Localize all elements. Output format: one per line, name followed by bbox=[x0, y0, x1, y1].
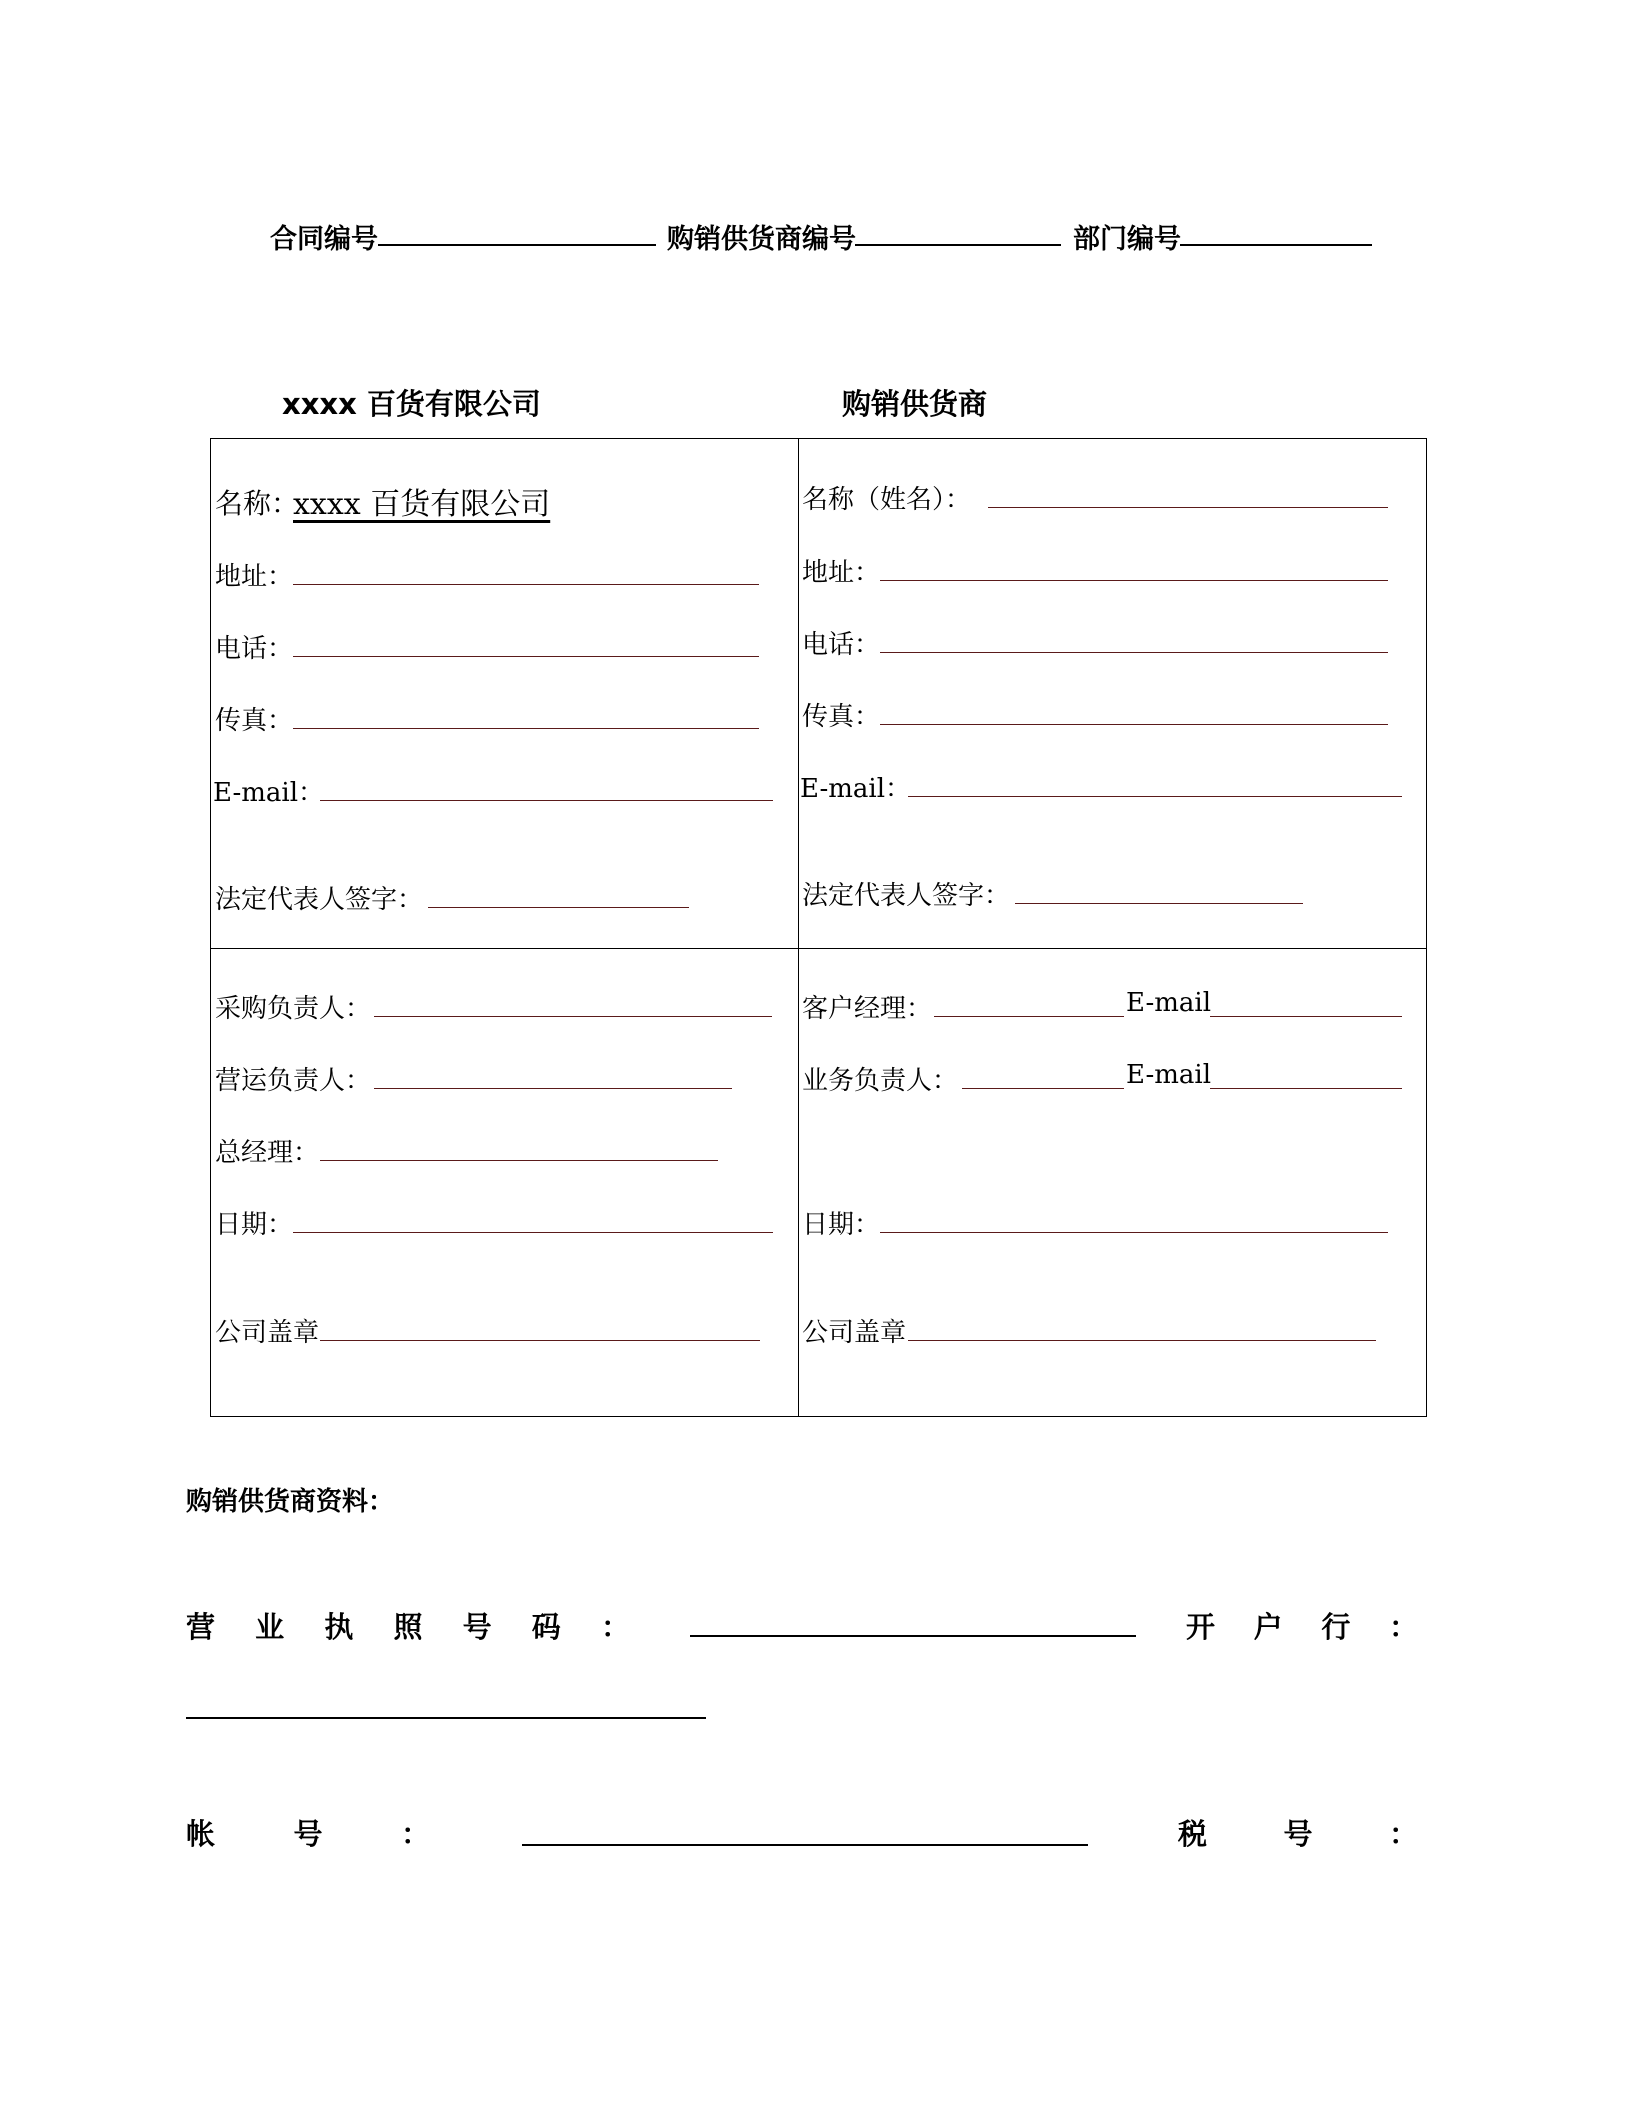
bank-label bbox=[1186, 1605, 1418, 1646]
left-phone-label: 电话： bbox=[215, 634, 294, 664]
supplier-no-field[interactable] bbox=[855, 244, 1061, 246]
license-char: ： bbox=[600, 1610, 630, 1644]
license-char: 号 bbox=[462, 1610, 492, 1644]
contract-no-field[interactable] bbox=[378, 244, 656, 246]
bank-char: 行 bbox=[1321, 1610, 1351, 1644]
license-char: 执 bbox=[324, 1610, 354, 1644]
tax-char: 税 bbox=[1178, 1817, 1208, 1851]
license-number-label bbox=[186, 1605, 630, 1646]
tax-char: 号 bbox=[1283, 1817, 1313, 1851]
bank-char: 开 bbox=[1186, 1610, 1216, 1644]
left-seal-label: 公司盖章 bbox=[215, 1318, 320, 1348]
right-phone-field[interactable] bbox=[880, 652, 1388, 653]
business-manager-label: 业务负责人： bbox=[802, 1066, 959, 1096]
account-number-label bbox=[186, 1812, 430, 1853]
account-char: 号 bbox=[293, 1817, 323, 1851]
general-manager-field[interactable] bbox=[320, 1160, 718, 1161]
left-fax-label: 传真： bbox=[215, 706, 294, 736]
right-phone-label: 电话： bbox=[802, 630, 881, 660]
left-name-label: 名称： bbox=[215, 487, 300, 520]
right-address-field[interactable] bbox=[880, 580, 1388, 581]
general-manager-label: 总经理： bbox=[215, 1138, 320, 1168]
account-manager-email-label: E-mail bbox=[1126, 988, 1212, 1018]
right-email-label: E-mail： bbox=[800, 774, 912, 804]
account-manager-label: 客户经理： bbox=[802, 994, 933, 1024]
supplier-no-label: 购销供货商编号 bbox=[667, 224, 856, 255]
right-fax-field[interactable] bbox=[880, 724, 1388, 725]
left-fax-field[interactable] bbox=[293, 728, 759, 729]
operation-manager-label: 营运负责人： bbox=[215, 1066, 372, 1096]
right-email-field[interactable] bbox=[908, 796, 1402, 797]
purchase-manager-label: 采购负责人： bbox=[215, 994, 372, 1024]
dept-no-field[interactable] bbox=[1180, 244, 1372, 246]
left-name-value: xxxx 百货有限公司 bbox=[293, 487, 551, 522]
right-name-label: 名称（姓名）： bbox=[802, 485, 972, 515]
contract-no-label: 合同编号 bbox=[270, 224, 378, 255]
left-signature-label: 法定代表人签字： bbox=[215, 885, 424, 915]
left-email-label: E-mail： bbox=[213, 778, 325, 808]
table-row-divider bbox=[210, 948, 1427, 949]
right-signature-field[interactable] bbox=[1015, 903, 1303, 904]
right-party-title: 购销供货商 bbox=[842, 387, 988, 421]
account-manager-email-field[interactable] bbox=[1210, 1016, 1402, 1017]
left-email-field[interactable] bbox=[320, 800, 773, 801]
right-date-label: 日期： bbox=[802, 1210, 881, 1240]
tax-char: ： bbox=[1388, 1817, 1418, 1851]
account-manager-field[interactable] bbox=[934, 1016, 1124, 1017]
right-seal-label: 公司盖章 bbox=[802, 1318, 907, 1348]
account-char: ： bbox=[400, 1817, 430, 1851]
right-name-field[interactable] bbox=[988, 507, 1388, 508]
left-seal-field[interactable] bbox=[320, 1340, 760, 1341]
bank-char: ： bbox=[1388, 1610, 1418, 1644]
purchase-manager-field[interactable] bbox=[374, 1016, 772, 1017]
left-party-title: xxxx 百货有限公司 bbox=[282, 387, 541, 421]
table-column-divider bbox=[798, 438, 799, 1417]
left-address-label: 地址： bbox=[215, 562, 294, 592]
left-date-label: 日期： bbox=[215, 1210, 294, 1240]
business-manager-email-label: E-mail bbox=[1126, 1060, 1212, 1090]
supplier-info-heading: 购销供货商资料： bbox=[186, 1487, 395, 1517]
left-phone-field[interactable] bbox=[293, 656, 759, 657]
business-manager-email-field[interactable] bbox=[1210, 1088, 1402, 1089]
business-manager-field[interactable] bbox=[962, 1088, 1124, 1089]
bank-field[interactable] bbox=[186, 1717, 706, 1719]
right-seal-field[interactable] bbox=[908, 1340, 1376, 1341]
right-signature-label: 法定代表人签字： bbox=[802, 881, 1011, 911]
left-signature-field[interactable] bbox=[428, 907, 689, 908]
right-date-field[interactable] bbox=[880, 1232, 1388, 1233]
left-date-field[interactable] bbox=[293, 1232, 773, 1233]
license-char: 营 bbox=[186, 1610, 216, 1644]
right-address-label: 地址： bbox=[802, 558, 881, 588]
dept-no-label: 部门编号 bbox=[1073, 224, 1181, 255]
tax-number-label bbox=[1178, 1812, 1418, 1853]
license-char: 业 bbox=[255, 1610, 285, 1644]
account-char: 帐 bbox=[186, 1817, 216, 1851]
license-char: 照 bbox=[393, 1610, 423, 1644]
left-address-field[interactable] bbox=[293, 584, 759, 585]
license-number-field[interactable] bbox=[690, 1635, 1136, 1637]
account-number-field[interactable] bbox=[522, 1844, 1088, 1846]
right-fax-label: 传真： bbox=[802, 702, 881, 732]
bank-char: 户 bbox=[1253, 1610, 1283, 1644]
license-char: 码 bbox=[531, 1610, 561, 1644]
operation-manager-field[interactable] bbox=[374, 1088, 732, 1089]
